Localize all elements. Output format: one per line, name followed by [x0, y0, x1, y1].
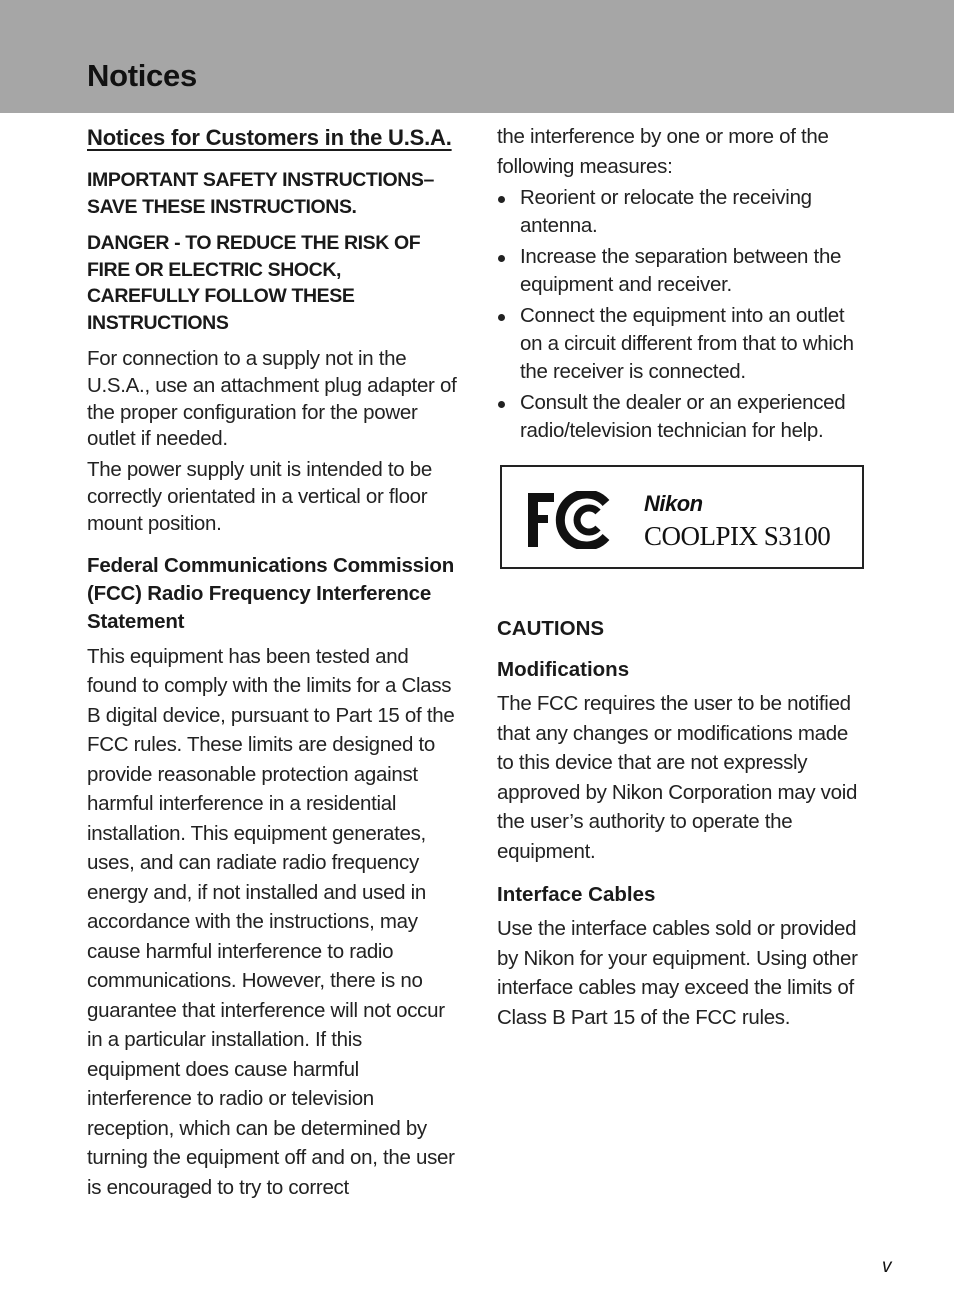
measure-text: Connect the equipment into an outlet on a circuit different from that to which the receiver is connected.	[520, 304, 854, 383]
power-supply-paragraph: The power supply unit is intended to be correctly orientated in a vertical or floor mount position.	[87, 458, 432, 535]
interface-cables-paragraph: Use the interface cables sold or provided by Nikon for your equipment. Using other interface cables may exceed the limits of Class B Part 15 of the FCC rules.	[497, 917, 858, 1029]
model-name: COOLPIX S3100	[644, 521, 831, 551]
fcc-logo-icon	[528, 491, 610, 549]
right-column	[497, 122, 869, 1034]
page-number: v	[882, 1256, 892, 1277]
left-column	[87, 122, 457, 1202]
danger-heading: DANGER - TO REDUCE THE RISK OF FIRE OR ELECTRIC SHOCK, CAREFULLY FOLLOW THESE INSTRUCTIONS	[87, 232, 421, 334]
header-band	[0, 0, 954, 113]
nikon-brand-logo: Nikon	[644, 491, 703, 516]
bullet-dot-icon	[498, 401, 505, 408]
list-item	[497, 184, 869, 240]
list-item	[497, 389, 869, 445]
modifications-paragraph: The FCC requires the user to be notified that any changes or modifications made to this device that are not expressly approved by Nikon Corporation may void the user’s authority to operate the equipment.	[497, 692, 858, 863]
list-item	[497, 302, 869, 386]
measures-list	[497, 184, 869, 445]
measures-intro: the interference by one or more of the following measures:	[497, 125, 829, 178]
bullet-dot-icon	[498, 255, 505, 262]
safety-instructions-heading: IMPORTANT SAFETY INSTRUCTIONS– SAVE THESE INSTRUCTIONS.	[87, 169, 434, 218]
fcc-statement-heading: Federal Communications Commission (FCC) Radio Frequency Interference Statement	[87, 553, 455, 633]
fcc-statement-paragraph: This equipment has been tested and found to comply with the limits for a Class B digital device, pursuant to Part 15 of the FCC rules. These limits are designed to provide reasonable protection against harmful interference in a residential installation. This equipment generates, uses, and can radiate radio frequency energy and, if not installed and used in accordance with the instructions, may cause harmful interference to radio communications. However, there is no guarantee that interference will not occur in a particular installation. If this equipment does cause harmful interference to radio or television reception, which can be determined by turning the equipment off and on, the user is encouraged to try to correct	[87, 644, 455, 1199]
measure-text: Reorient or relocate the receiving antenna.	[520, 186, 812, 237]
plug-adapter-paragraph: For connection to a supply not in the U.S.A., use an attachment plug adapter of the proper configuration for the power outlet if needed.	[87, 347, 457, 451]
modifications-heading: Modifications	[497, 658, 630, 681]
interface-cables-heading: Interface Cables	[497, 883, 656, 906]
fcc-label-box	[500, 465, 864, 569]
list-item	[497, 243, 869, 299]
measure-text: Consult the dealer or an experienced radio/television technician for help.	[520, 391, 846, 442]
bullet-dot-icon	[498, 314, 505, 321]
cautions-heading: CAUTIONS	[497, 617, 605, 640]
page-title: Notices	[87, 58, 197, 93]
usa-notices-heading: Notices for Customers in the U.S.A.	[87, 125, 452, 150]
measure-text: Increase the separation between the equipment and receiver.	[520, 245, 842, 296]
bullet-dot-icon	[498, 196, 505, 203]
